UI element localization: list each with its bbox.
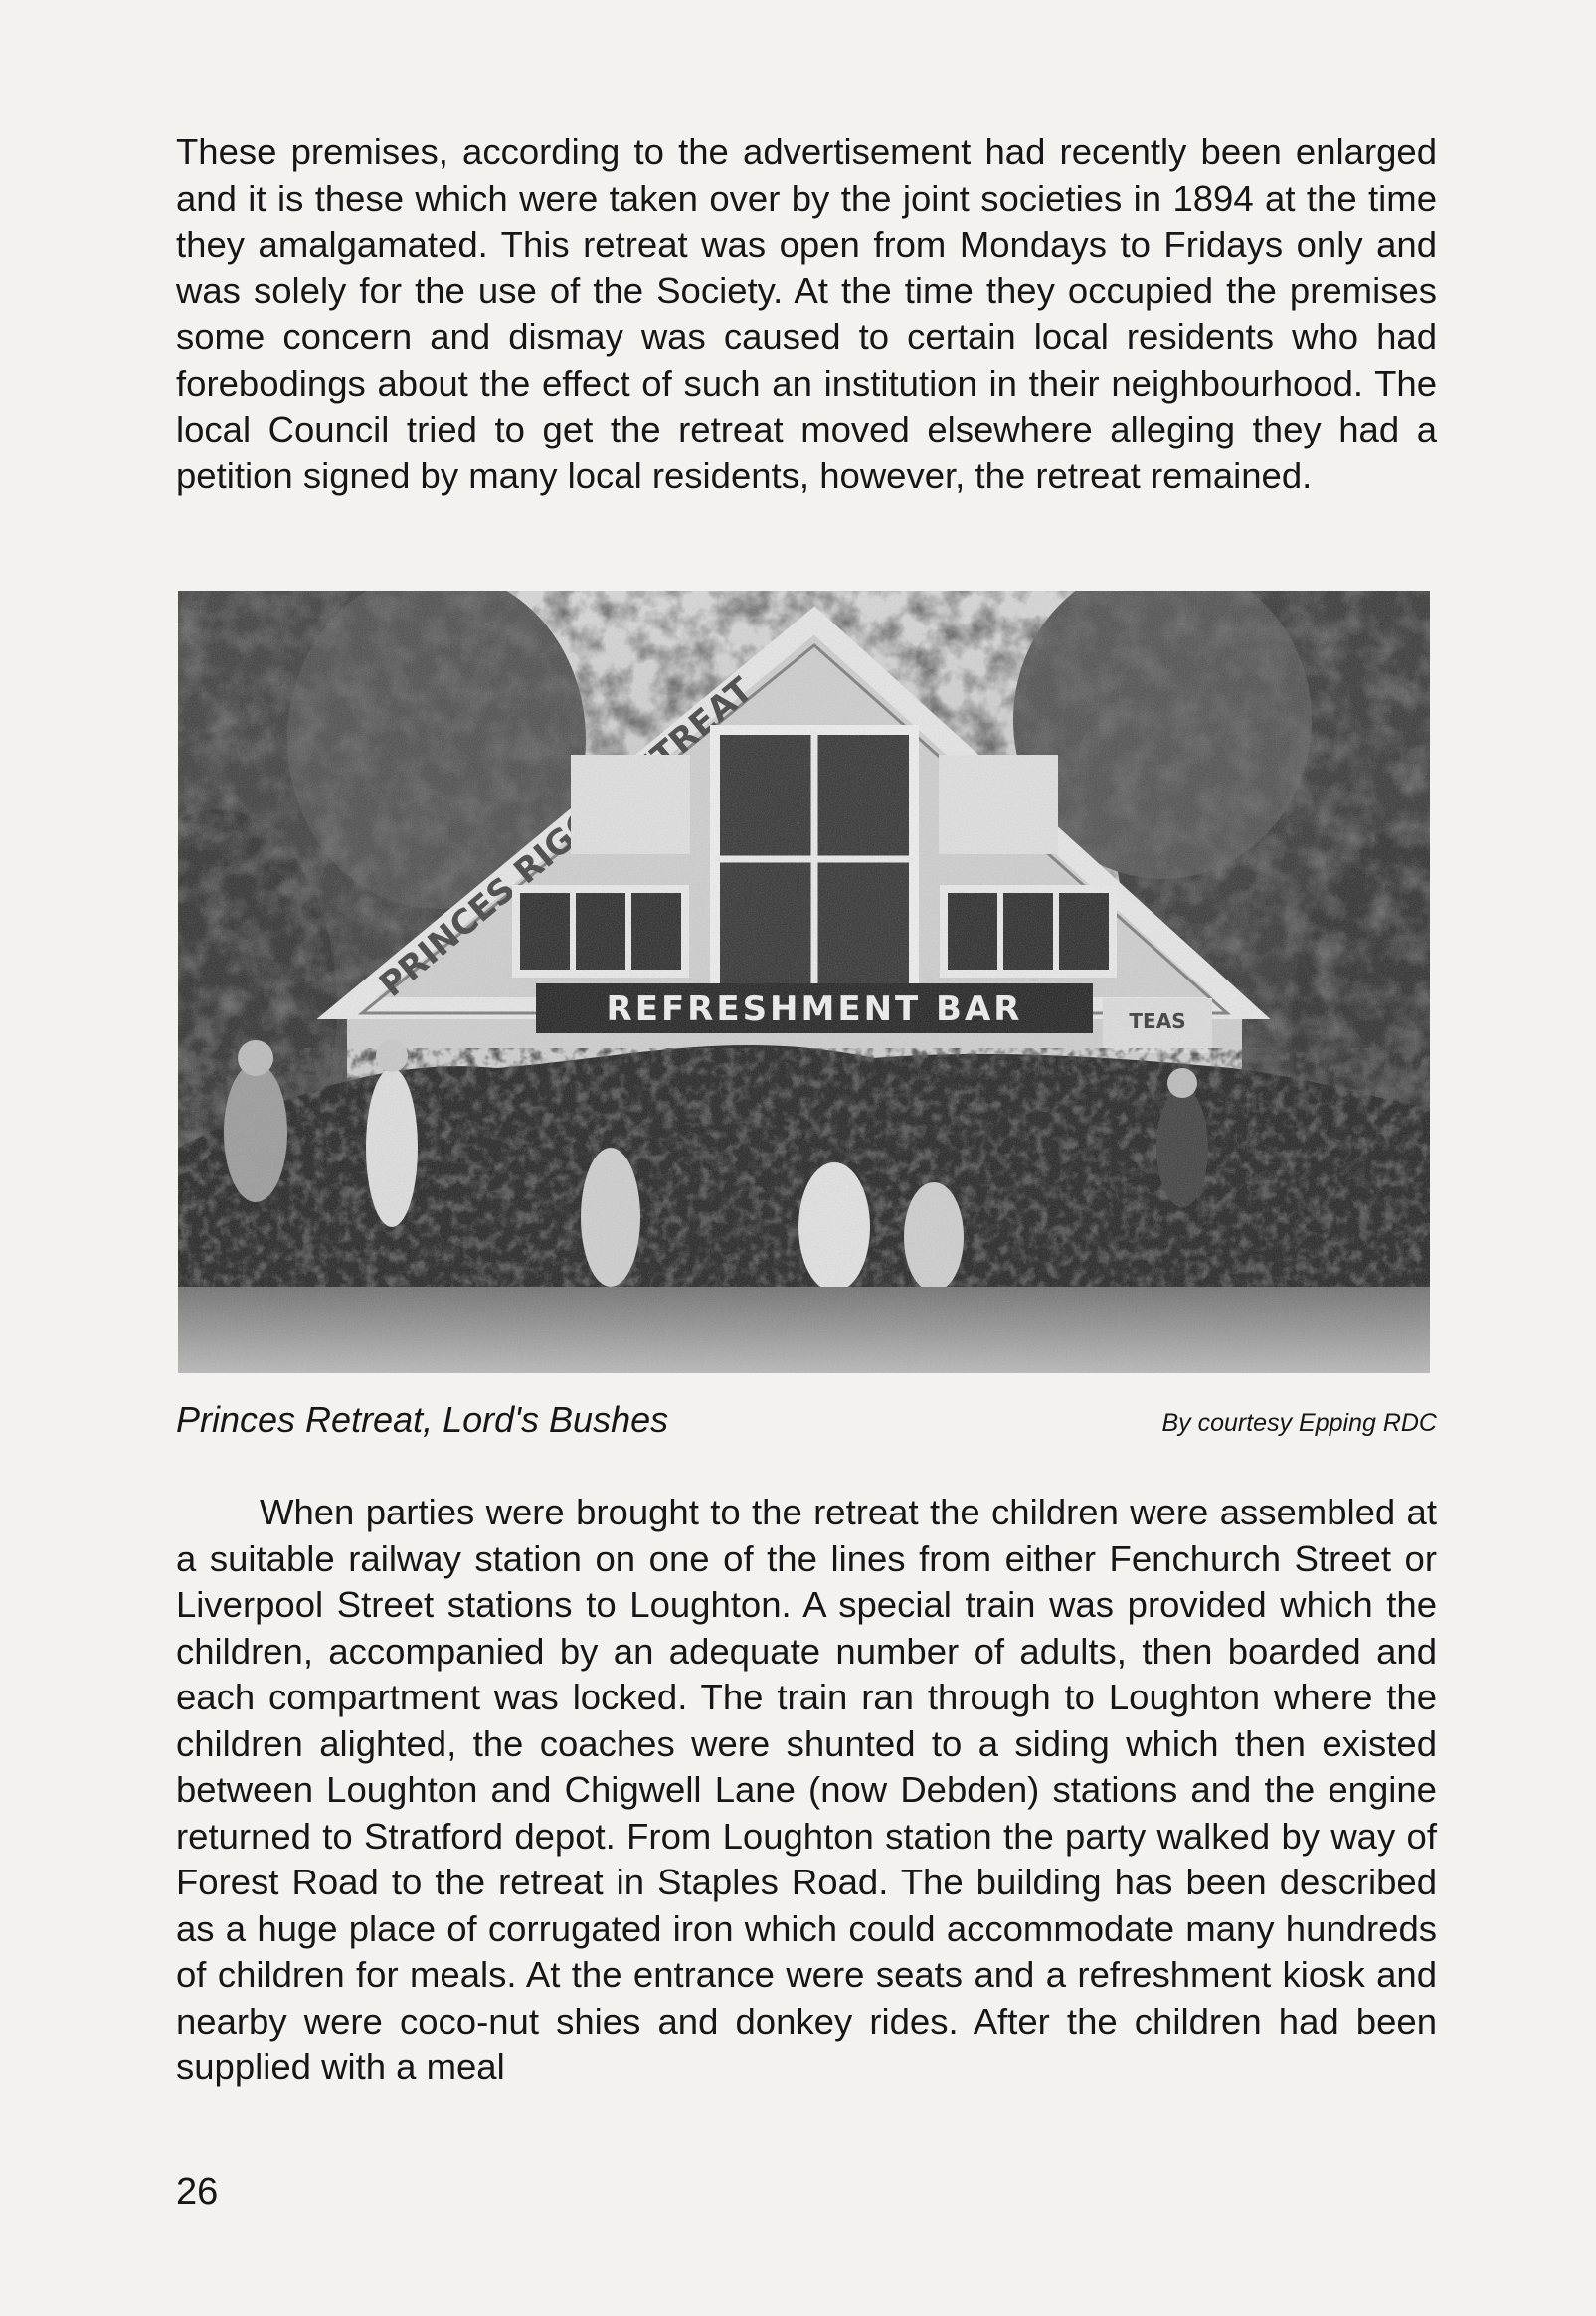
figure-credit: By courtesy Epping RDC bbox=[1161, 1409, 1437, 1437]
body-paragraph-1: These premises, according to the advertisement had recently been enlarged and it is these which were taken over by the joint societies in 1894 at the time they amalgamated. This retreat was open from Mondays to Fridays only and was solely for the use of the Society. At the time they occupied the premises some concern and dismay was caused to certain local residents who had forebodings about the effect of such an institution in their neighbourhood. The local Council tried to get the retreat moved elsewhere alleging they had a petition signed by many local residents, however, the retreat remained. bbox=[176, 131, 1437, 496]
historic-photograph bbox=[178, 591, 1430, 1373]
body-paragraph-2: When parties were brought to the retreat the children were assembled at a suitable railway station on one of the lines from either Fenchurch Street or Liverpool Street stations to Loughton. A special train was provided which the children, accompanied by an adequate number of adults, then boarded and each compartment was locked. The train ran through to Loughton where the children alighted, the coaches were shunted to a siding which then existed between Loughton and Chigwell Lane (now Debden) stations and the engine returned to Stratford depot. From Loughton station the party walked by way of Forest Road to the retreat in Staples Road. The building has been described as a huge place of corrugated iron which could accommodate many hundreds of children for meals. At the entrance were seats and a refreshment kiosk and nearby were coco-nut shies and donkey rides. After the children had been supplied with a meal bbox=[176, 1492, 1437, 2087]
figure-caption: Princes Retreat, Lord's Bushes bbox=[176, 1399, 669, 1440]
page-number: 26 bbox=[176, 2171, 219, 2213]
